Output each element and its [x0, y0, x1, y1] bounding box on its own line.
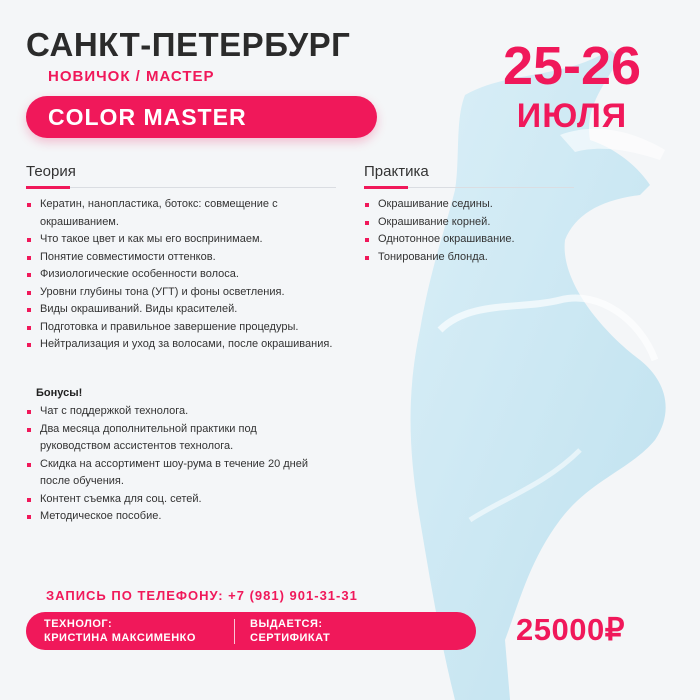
- course-title: COLOR MASTER: [48, 104, 247, 130]
- bonus-item: Два месяца дополнительной практики под руководством ассистентов технолога.: [26, 421, 326, 456]
- practice-heading: Практика: [364, 163, 429, 180]
- price: 25000₽: [516, 612, 625, 647]
- theory-list: [26, 196, 336, 354]
- course-pill: [26, 96, 377, 138]
- bonus-title: Бонусы!: [36, 387, 83, 399]
- technologist-name: КРИСТИНА МАКСИМЕНКО: [44, 632, 196, 644]
- theory-divider: [26, 187, 336, 188]
- issued-label: ВЫДАЕТСЯ:: [250, 618, 323, 630]
- theory-item: Что такое цвет и как мы его воспринимаем.: [26, 231, 336, 249]
- theory-item: Понятие совместимости оттенков.: [26, 249, 336, 267]
- practice-list: [364, 196, 574, 266]
- theory-section: [26, 163, 336, 354]
- theory-heading: Теория: [26, 163, 76, 180]
- practice-divider: [364, 187, 574, 188]
- phone-signup[interactable]: ЗАПИСЬ ПО ТЕЛЕФОНУ: +7 (981) 901-31-31: [46, 588, 358, 603]
- bonus-item: Методическое пособие.: [26, 508, 326, 526]
- practice-item: Тонирование блонда.: [364, 249, 574, 267]
- bonus-list: [26, 403, 326, 526]
- technologist-cell: [44, 617, 196, 645]
- theory-item: Виды окрашиваний. Виды красителей.: [26, 301, 336, 319]
- technologist-label: ТЕХНОЛОГ:: [44, 618, 113, 630]
- theory-item: Нейтрализация и уход за волосами, после окрашивания.: [26, 336, 336, 354]
- theory-item: Физиологические особенности волоса.: [26, 266, 336, 284]
- city-title: САНКТ-ПЕТЕРБУРГ: [26, 26, 351, 63]
- practice-item: Однотонное окрашивание.: [364, 231, 574, 249]
- practice-item: Окрашивание седины.: [364, 196, 574, 214]
- theory-item: Подготовка и правильное завершение процедуры.: [26, 319, 336, 337]
- level-subtitle: НОВИЧОК / МАСТЕР: [48, 68, 215, 85]
- date-month: ИЮЛЯ: [516, 97, 628, 135]
- bonus-item: Скидка на ассортимент шоу-рума в течение 20 дней после обучения.: [26, 456, 326, 491]
- issued-value: СЕРТИФИКАТ: [250, 632, 331, 644]
- theory-item: Уровни глубины тона (УГТ) и фоны осветления.: [26, 284, 336, 302]
- bonus-section: [26, 403, 326, 526]
- practice-section: [364, 163, 574, 266]
- info-divider: [234, 619, 235, 644]
- bonus-item: Контент съемка для соц. сетей.: [26, 491, 326, 509]
- certificate-cell: [250, 617, 330, 645]
- bonus-item: Чат с поддержкой технолога.: [26, 403, 326, 421]
- theory-item: Кератин, нанопластика, ботокс: совмещение с окрашиванием.: [26, 196, 336, 231]
- info-pill: [26, 612, 476, 650]
- practice-item: Окрашивание корней.: [364, 214, 574, 232]
- date-days: 25-26: [502, 36, 642, 96]
